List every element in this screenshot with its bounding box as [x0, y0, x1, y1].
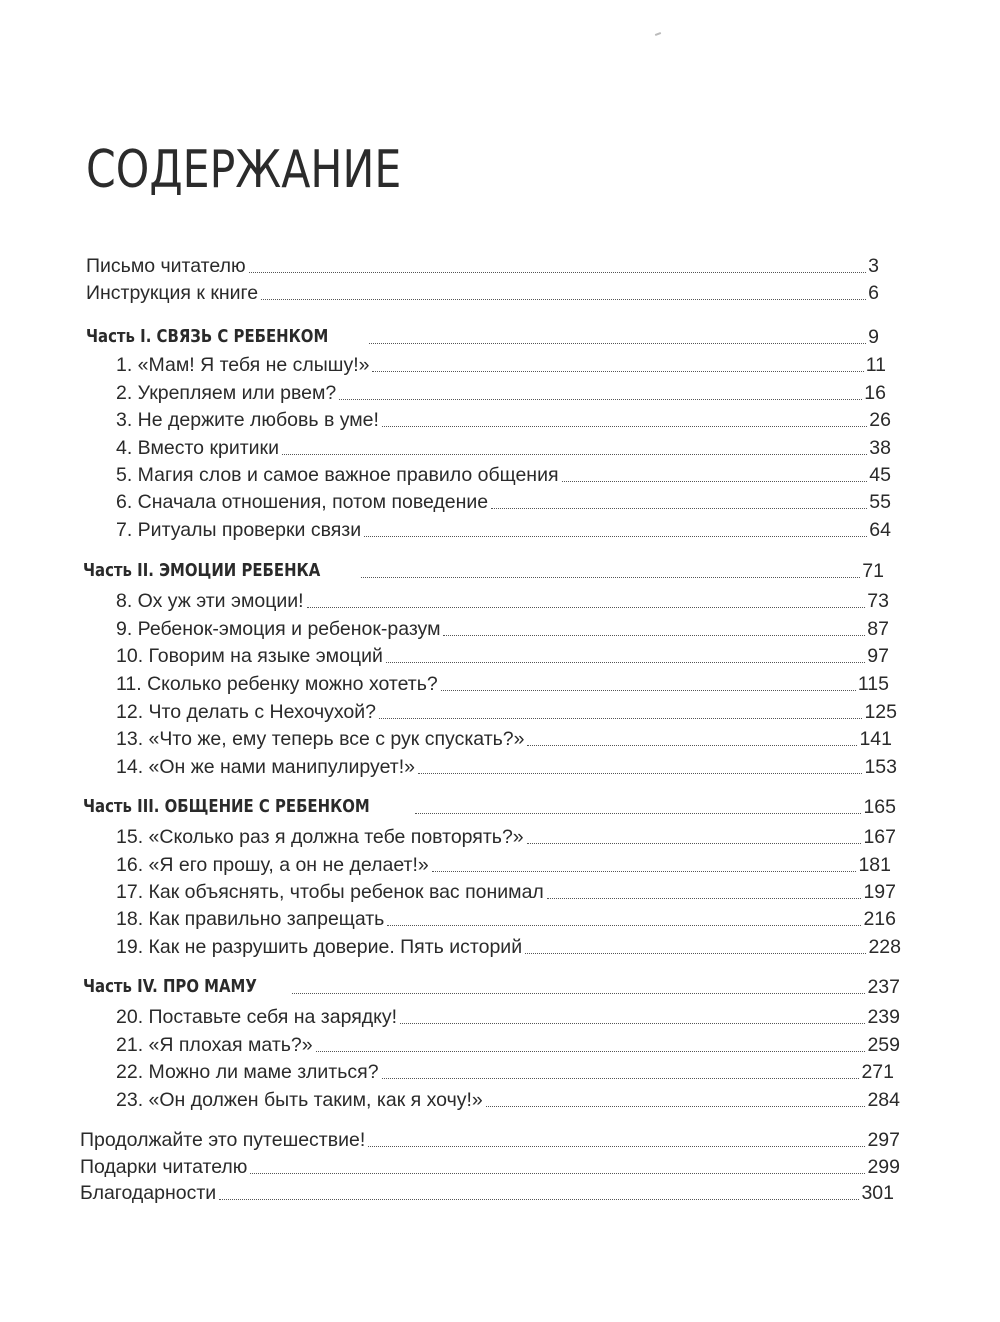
- entry-page: 271: [861, 1061, 894, 1083]
- leader-dots: [387, 925, 861, 926]
- part-title: Часть III. ОБЩЕНИЕ С РЕБЕНКОМ: [83, 796, 370, 817]
- entry-title: 17. Как объяснять, чтобы ребенок вас понимал: [116, 881, 544, 903]
- leader-dots: [415, 813, 862, 814]
- toc-entry-back-2[interactable]: [80, 1155, 900, 1179]
- entry-page: 64: [869, 519, 891, 541]
- leader-dots: [372, 371, 863, 372]
- toc-chapter[interactable]: [116, 463, 891, 487]
- entry-page: 73: [867, 590, 889, 612]
- entry-page: 301: [861, 1182, 894, 1204]
- entry-title: Продолжайте это путешествие!: [80, 1129, 366, 1151]
- toc-chapter[interactable]: [116, 490, 891, 514]
- leader-dots: [418, 773, 862, 774]
- leader-dots: [525, 953, 866, 954]
- toc-chapter[interactable]: [116, 353, 886, 377]
- toc-chapter[interactable]: [116, 700, 897, 724]
- leader-dots: [527, 843, 862, 844]
- entry-page: 55: [869, 491, 891, 513]
- toc-chapter[interactable]: [116, 907, 896, 931]
- entry-title: 14. «Он же нами манипулирует!»: [116, 756, 415, 778]
- entry-page: 97: [867, 645, 889, 667]
- entry-title: 9. Ребенок-эмоция и ребенок-разум: [116, 618, 441, 640]
- entry-title: 16. «Я его прошу, а он не делает!»: [116, 854, 429, 876]
- entry-title: 3. Не держите любовь в уме!: [116, 409, 379, 431]
- toc-chapter[interactable]: [116, 589, 889, 613]
- toc-chapter[interactable]: [116, 755, 897, 779]
- leader-dots: [361, 577, 860, 578]
- toc-entry-front-2[interactable]: [86, 281, 879, 305]
- entry-page: 115: [857, 673, 889, 695]
- leader-dots: [379, 718, 862, 719]
- leader-dots: [382, 1078, 860, 1079]
- entry-title: 6. Сначала отношения, потом поведение: [116, 491, 489, 513]
- entry-title: Инструкция к книге: [86, 282, 259, 304]
- leader-dots: [249, 272, 867, 273]
- entry-title: 1. «Мам! Я тебя не слышу!»: [116, 354, 370, 376]
- part-title: Часть I. СВЯЗЬ С РЕБЕНКОМ: [86, 326, 329, 347]
- entry-title: 7. Ритуалы проверки связи: [116, 519, 362, 541]
- entry-title: 11. Сколько ребенку можно хотеть?: [116, 673, 438, 695]
- entry-page: 228: [868, 936, 901, 958]
- leader-dots: [491, 508, 867, 509]
- toc-chapter[interactable]: [116, 1033, 900, 1057]
- entry-page: 26: [869, 409, 891, 431]
- entry-title: 2. Укрепляем или рвем?: [116, 382, 337, 404]
- part-title: Часть II. ЭМОЦИИ РЕБЕНКА: [83, 560, 321, 581]
- entry-page: 16: [864, 382, 886, 404]
- toc-part-3[interactable]: [83, 795, 896, 819]
- toc-chapter[interactable]: [116, 381, 886, 405]
- entry-page: 38: [869, 437, 891, 459]
- leader-dots: [382, 426, 867, 427]
- entry-title: 23. «Он должен быть таким, как я хочу!»: [116, 1089, 483, 1111]
- entry-title: 20. Поставьте себя на зарядку!: [116, 1006, 398, 1028]
- leader-dots: [432, 871, 857, 872]
- entry-page: 167: [863, 826, 896, 848]
- leader-dots: [368, 1146, 865, 1147]
- leader-dots: [364, 536, 867, 537]
- leader-dots: [386, 662, 865, 663]
- entry-title: 21. «Я плохая мать?»: [116, 1034, 313, 1056]
- entry-title: 18. Как правильно запрещать: [116, 908, 385, 930]
- leader-dots: [527, 745, 857, 746]
- page-title: СОДЕРЖАНИЕ: [86, 140, 402, 200]
- leader-dots: [219, 1199, 859, 1200]
- toc-chapter[interactable]: [116, 853, 891, 877]
- toc-chapter[interactable]: [116, 436, 891, 460]
- leader-dots: [369, 343, 866, 344]
- entry-page: 165: [863, 796, 896, 818]
- toc-part-2[interactable]: [83, 559, 884, 583]
- entry-page: 153: [864, 756, 897, 778]
- toc-chapter[interactable]: [116, 1060, 894, 1084]
- entry-title: Благодарности: [80, 1182, 217, 1204]
- leader-dots: [486, 1106, 866, 1107]
- entry-page: 181: [858, 854, 891, 876]
- entry-page: 141: [859, 728, 892, 750]
- entry-page: 239: [867, 1006, 900, 1028]
- entry-title: 19. Как не разрушить доверие. Пять историй: [116, 936, 523, 958]
- entry-page: 237: [867, 976, 900, 998]
- leader-dots: [282, 454, 867, 455]
- toc-chapter[interactable]: [116, 1005, 900, 1029]
- toc-chapter[interactable]: [116, 644, 889, 668]
- leader-dots: [261, 299, 866, 300]
- leader-dots: [547, 898, 862, 899]
- part-title: Часть IV. ПРО МАМУ: [83, 976, 257, 997]
- leader-dots: [316, 1051, 866, 1052]
- entry-title: 15. «Сколько раз я должна тебе повторять?»: [116, 826, 524, 848]
- entry-title: 4. Вместо критики: [116, 437, 279, 459]
- entry-page: 3: [868, 255, 879, 277]
- entry-title: 8. Ох уж эти эмоции!: [116, 590, 304, 612]
- entry-title: Письмо читателю: [86, 255, 246, 277]
- toc-chapter[interactable]: [116, 935, 901, 959]
- entry-page: 259: [867, 1034, 900, 1056]
- leader-dots: [307, 607, 866, 608]
- leader-dots: [292, 993, 865, 994]
- toc-chapter[interactable]: [116, 880, 896, 904]
- leader-dots: [339, 399, 862, 400]
- toc-chapter[interactable]: [116, 825, 896, 849]
- leader-dots: [250, 1173, 865, 1174]
- toc-entry-back-1[interactable]: [80, 1128, 900, 1152]
- entry-page: 71: [862, 560, 884, 582]
- entry-title: 13. «Что же, ему теперь все с рук спускать?»: [116, 728, 525, 750]
- entry-page: 87: [867, 618, 889, 640]
- entry-page: 299: [867, 1156, 900, 1178]
- entry-title: Подарки читателю: [80, 1156, 248, 1178]
- entry-page: 297: [867, 1129, 900, 1151]
- toc-part-4[interactable]: [83, 975, 900, 999]
- toc-chapter[interactable]: [116, 518, 891, 542]
- leader-dots: [400, 1023, 865, 1024]
- entry-page: 45: [869, 464, 891, 486]
- toc-part-1[interactable]: [86, 325, 879, 349]
- toc-entry-back-3[interactable]: [80, 1181, 894, 1205]
- entry-page: 11: [865, 354, 886, 376]
- toc-entry-front-1[interactable]: [86, 254, 879, 278]
- entry-title: 12. Что делать с Нехочухой?: [116, 701, 377, 723]
- toc-chapter[interactable]: [116, 1088, 900, 1112]
- entry-page: 284: [867, 1089, 900, 1111]
- entry-title: 5. Магия слов и самое важное правило общения: [116, 464, 559, 486]
- toc-chapter[interactable]: [116, 617, 889, 641]
- leader-dots: [441, 690, 856, 691]
- entry-title: 10. Говорим на языке эмоций: [116, 645, 383, 667]
- entry-page: 197: [863, 881, 896, 903]
- entry-page: 9: [868, 326, 879, 348]
- entry-page: 125: [864, 701, 897, 723]
- entry-page: 6: [868, 282, 879, 304]
- leader-dots: [443, 635, 865, 636]
- entry-title: 22. Можно ли маме злиться?: [116, 1061, 379, 1083]
- entry-page: 216: [863, 908, 896, 930]
- toc-chapter[interactable]: [116, 672, 889, 696]
- leader-dots: [562, 481, 868, 482]
- toc-chapter[interactable]: [116, 408, 891, 432]
- toc-chapter[interactable]: [116, 727, 892, 751]
